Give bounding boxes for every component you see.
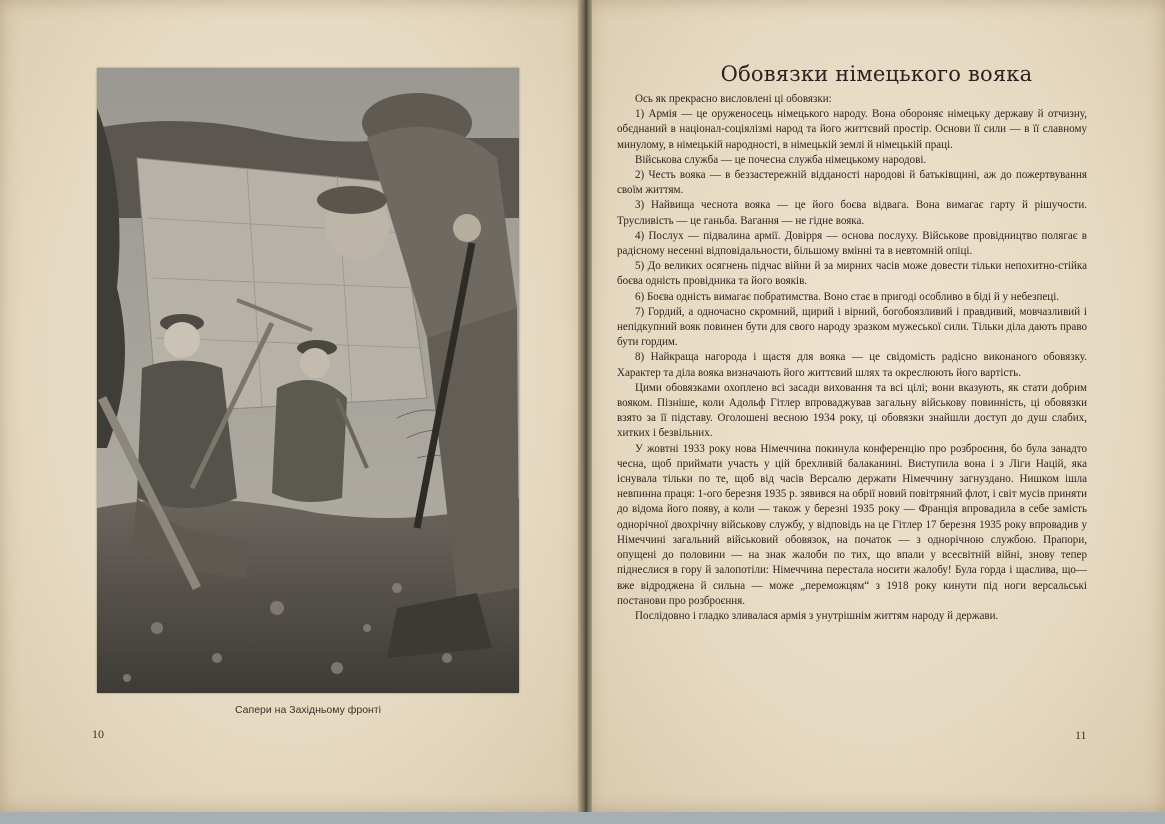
background-surface: [0, 812, 1165, 824]
paragraph: 7) Гордий, а одночасно скромний, щирий і вірний, богобоязливий і правдивий, мовчазливий і непідкупний вояк повинен бути для свого народу зразком мужеської сили. Тільки діла дають право бути гордим.: [617, 305, 1087, 349]
paragraph: 4) Послух — підвалина армії. Довірря — основа послуху. Військове провідництво полягає в радісному несенні відповідальности, більшому вмінні та в невтомній опіці.: [617, 229, 1087, 258]
page-number-right: 11: [1075, 728, 1087, 742]
paragraph: Цими обовязками охоплено всі засади виховання та всі цілі; вони вказують, як стати добрим вояком. Пізніше, коли Адольф Гітлер впроваджував загальну військову повинність, ці обовязки взято за її підставу. Оголошені весною 1934 року, ці обовязки знайшли доступ до душ слабих, хитких і безвільних.: [617, 381, 1087, 440]
paragraph: 2) Честь вояка — в беззастережній відданості народові й батьківщині, аж до пожертвування своїм життям.: [617, 169, 1087, 197]
photo-caption: Сапери на Західньому фронті: [234, 704, 381, 716]
book-gutter: [578, 0, 592, 816]
chapter-title: Обовязки німецького вояка: [720, 62, 1033, 86]
war-photograph: [97, 68, 519, 693]
left-page: [0, 0, 583, 812]
paragraph: 8) Найкраща нагорода і щастя для вояка — це свідомість радісно виконаного обовязку. Характер та діла вояка визначають його життєвий шлях та окреслюють його вартість.: [617, 351, 1087, 379]
page-number-left: 10: [92, 727, 104, 741]
paragraph: Послідовно і гладко зливалася армія з унутрішнім життям народу й держави.: [635, 609, 999, 622]
paragraph: Військова служба — це почесна служба німецькому народові.: [635, 153, 927, 166]
paragraph: 3) Найвища чеснота вояка — це його боєва відвага. Вона вимагає гарту й рішучости. Трусливість — це ганьба. Вагання — не гідне вояка.: [617, 199, 1087, 227]
chapter-text: [617, 92, 1087, 624]
paragraph: Ось як прекрасно висловлені ці обовязки:: [635, 93, 832, 105]
paragraph: 1) Армія — це оруженосець німецького народу. Вона обороняє німецьку державу й отчизну, обєднаний в націонал-соціялізмі народ та його життєвий простір. Основи її сили — в її славному минулому, в німецькій народності, в німецькій землі й німецькій праці.: [617, 108, 1087, 151]
paragraph: 6) Боєва одність вимагає побратимства. Воно стає в пригоді особливо в біді й у небезпеці.: [635, 290, 1060, 303]
paragraph: У жовтні 1933 року нова Німеччина покинула конференцію про розброєння, бо була занадто чесна, щоб приймати участь у цій брехливій балаканині. Виступила вона і з Ліги Націй, яка існувала тільки по те, щоб від часів Версалю держати Німеччину загнуздано. Нишком ішла невпинна праця: 1-ого березня 1935 р. зявився на обрії новий повітряний флот, і світ мусів приняти до відома його появу, а коли — також у березні 1935 року — Франція впровадила в себе замість однорічної двохрічну військову службу, у відповідь на це Гітлер 17 березня 1935 року впровадив у Німеччині загальний військовий обовязок, на початок — з однорічною службою. Прапори, опущені до половини — на знак жалоби по тих, що впали у всесвітній війні, знову тепер піднеслися в гору й залопотіли: Німеччина перестала носити жалобу! Була горда і щаслива, що—вже відроджена й сильна — може „переможцям“ з 1918 року кинути під ноги версальські постанови про розброєння.: [617, 442, 1087, 607]
paragraph: 5) До великих осягнень підчас війни й за мирних часів може довести тільки непохитно-стійка боєва одність провідника та його вояків.: [617, 260, 1087, 288]
